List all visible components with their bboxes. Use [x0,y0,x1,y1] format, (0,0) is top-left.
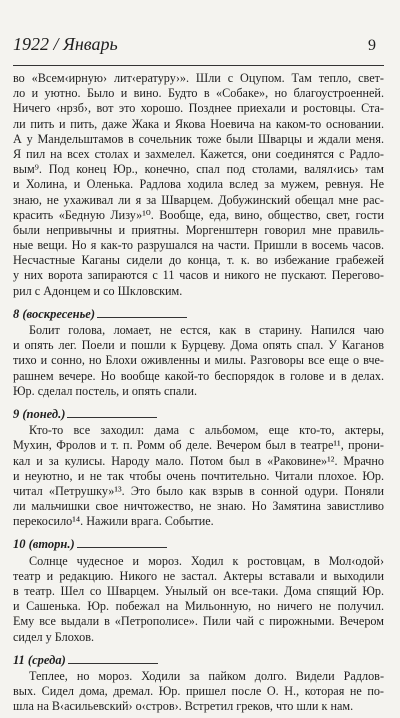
entry-heading [13,407,384,422]
text-line: Я пил на всех столах и захмелел. Кажется, они соединятся с Радло- [13,146,384,161]
text-line: Ничего ‹нрзб›, вот это хорошо. Позднее приехали и ростовцы. Ста- [13,101,384,116]
text-line: кал и за кулисы. Народу мало. Потом был в «Раковине»¹². Мрачно [13,453,384,468]
running-header [13,34,376,55]
text-line: Кто-то все заходил: дама с альбомом, еще кто-то, актеры, [29,423,384,438]
text-line: ли пить и пить, даже Жака и Якова Ноевича на каком-то основании. [13,116,384,131]
text-line: рашнем вечере. Но вообще какой-то беспорядок в голове и в делах. [13,368,384,383]
text-line: Мухин, Фролов и т. п. Ромм об деле. Вечером был в театре¹¹, прони- [13,438,384,453]
heading-underline [67,407,157,418]
text-line: театр и редакцию. Никого не застал. Актеры вставали и выходили [13,568,384,583]
header-rule [13,65,384,66]
entry-date: 11 (среда) [13,652,66,667]
text-line: и опять лег. Поели и пошли к Бурцеву. Дома опять спал. У Каганов [13,338,384,353]
heading-underline [97,307,187,318]
text-line: были непривычны и приятны. Моргенштерн говорил мне правиль- [13,222,384,237]
text-line: ные вещи. Но я как-то разрушался на части. Пришли в восемь часов. [13,238,384,253]
heading-underline [68,653,158,664]
text-line: ло и уютно. Было и вино. Будто в «Собаке», но благоустроенней. [13,86,384,101]
text-line: Юр. сделал постель, и опять спали. [13,383,198,398]
text-line: читал «Петрушку»¹³. Это было как взрыв в сонной одури. Поняли [13,483,384,498]
entry-heading [13,537,384,552]
text-line: вым⁹. Под конец Юр., конечно, спал под столами, валял‹ись› там [13,162,384,177]
entry-heading [13,307,384,322]
text-line: шла на В‹асильевский› о‹стров›. Встретил греков, что шли к нам. [13,699,354,714]
text-line: во «Всем‹ирную› лит‹ературу›». Шли с Оцупом. Там тепло, свет- [13,71,384,85]
text-line: и Сашенька. Юр. побежал на Мильонную, но ничего не получил. [13,599,384,614]
entry-date: 9 (понед.) [13,406,66,421]
entry-date: 10 (вторн.) [13,537,75,552]
intro-paragraph [13,71,384,299]
entry-date: 8 (воскресенье) [13,306,96,321]
text-line: вых. Сидел дома, дремал. Юр. пришел после О. Н., которая не по- [13,684,384,699]
text-line: знаю, не ухаживал ли я за Шварцем. Добужинский обещал мне рас- [13,192,384,207]
text-line: у них ворота запираются с 11 часов и никого не пускают. Перегово- [13,268,384,283]
text-line: Теплее, но мороз. Ходили за пайком долго. Видели Радлов- [29,669,384,683]
text-line: Ему все выдали в «Петрополисе». Пили чай с пирожными. Вечером [13,614,384,629]
text-line: А у Мандельштамов в сочельник тоже были Шварцы и ждали меня. [13,131,384,146]
text-line: Несчастные Каганы сидели до конца, т. к. во избежание грабежей [13,253,384,268]
text-line: ли мальчишки свое ничтожество, не знаю. Но Замятина завистливо [13,499,384,514]
heading-underline [77,537,167,548]
entry-heading [13,653,384,668]
diary-entries [13,307,384,715]
text-line: перекосило¹⁴. Нажили врага. Событие. [13,514,214,529]
page-number: 9 [368,37,376,54]
text-line: Болит голова, ломает, не естся, как в старину. Напился чаю [29,323,384,338]
text-line: и неуютно, и не так чтобы очень почтительно. Читали плохое. Юр. [13,468,384,483]
text-line: Солнце чудесное и мороз. Ходил к ростовцам, в Мол‹одой› [29,553,384,568]
text-line: рил с Адонцем и со Шкловским. [13,283,183,298]
text-line: и Холина, и Оленька. Радлова ходила вслед за мужем, ревнуя. Не [13,177,384,192]
text-line: тихо и сонно, но Блохи оживленны и милы. Разговоры все еще о вче- [13,353,384,368]
running-title: 1922 / Январь [13,34,118,54]
text-line: сидел у Блохов. [13,629,95,644]
text-line: красить «Бедную Лизу»¹⁰. Вообще, еда, вино, общество, свет, гости [13,207,384,222]
page-body [13,71,384,715]
text-line: в театр. Шел со Шварцем. Унылый он все-таки. Дома спящий Юр. [13,584,384,599]
